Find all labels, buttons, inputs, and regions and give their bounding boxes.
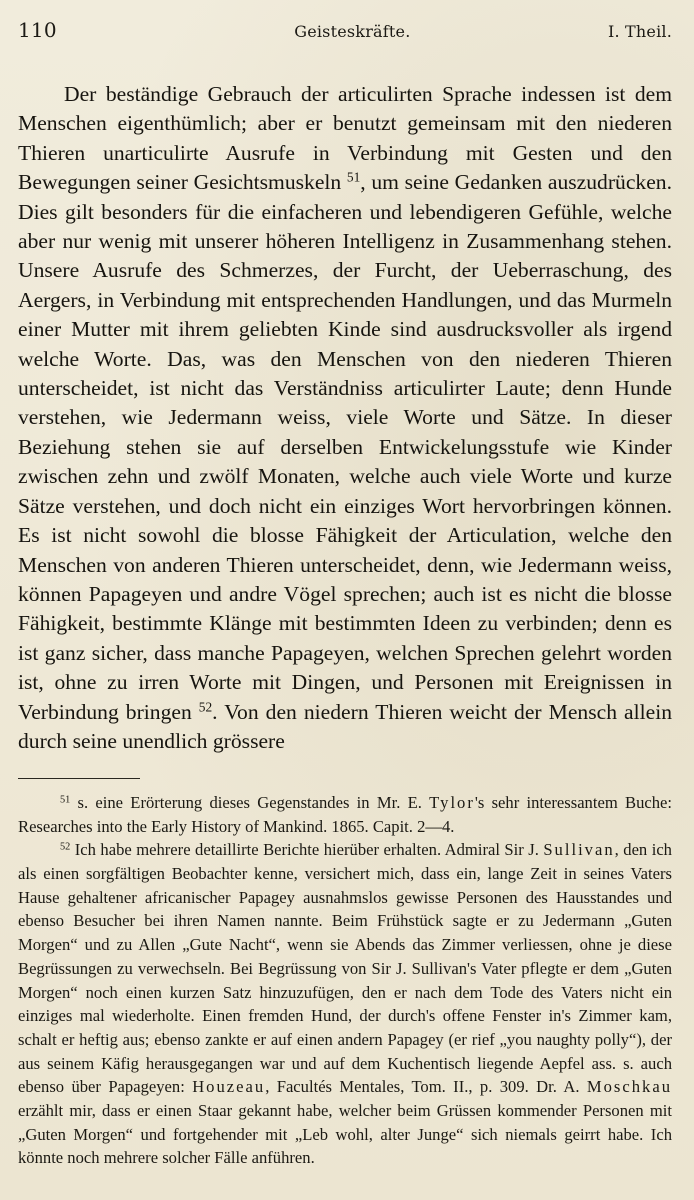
footnote-52	[18, 838, 672, 1170]
footnote-text: , Facultés Mentales, Tom. II., p. 309. Dr. A.	[265, 1077, 587, 1097]
footnote-number: 52	[60, 841, 71, 853]
footnote-51	[18, 791, 672, 838]
footnote-text: 's sehr interessantem Buche: Researches into the Early History of Mankind. 1865. Capit. 2—4.	[18, 792, 673, 836]
footnote-text: erzählt mir, dass er einen Staar gekannt habe, welcher beim Grüssen kommender Personen mit „Guten Morgen“ und fortgehender mit „Leb wohl, alter Junge“ sich niemals geirrt habe. Ich könnte noch mehrere solcher Fälle anführen.	[18, 1101, 672, 1168]
footnote-number: 51	[60, 794, 71, 806]
footnote-ref-51: 51	[346, 169, 361, 185]
footnote-text: , den ich als einen sorgfältigen Beobachter kenne, versichert mich, dass ein, lange Zeit in seines Vaters Hause gehaltener africanischer Papagey ausnahmslos gewisse Personen des Hausstandes und ebenso Besucher bei ihren Namen nannte. Beim Frühstück sagte er zu Jedermann „Guten Morgen“ und zu Allen „Gute Nacht“, wenn sie Abends das Zimmer verliessen, ohne je diese Begrüssungen zu verwechseln. Bei Begrüssung von Sir J. Sullivan's Vater pflegte er dem „Guten Morgen“ noch einen kurzen Satz hinzuzufügen, den er nach dem Tode des Vaters nicht ein einziges mal wiederholte. Einen fremden Hund, der durch's offene Fenster in's Zimmer kam, schalt er heftig aus; ebenso zankte er auf einen andern Papagey (er rief „you naughty polly“), der aus seinem Käfig herausgegangen war und auf dem Kuchentisch liegende Aepfel ass. s. auch ebenso über Papageyen:	[18, 840, 672, 1097]
page-number: 110	[18, 18, 57, 42]
paragraph-text-2: , um seine Gedanken auszudrücken. Dies gilt besonders für die einfacheren und lebendigeren Gefühle, welche aber nur wenig mit unserer höheren Intelligenz in Zusammenhang stehen. Unsere Ausrufe des Schmerzes, der Furcht, der Ueberraschung, des Aergers, in Verbindung mit entsprechenden Handlungen, und das Murmeln einer Mutter mit ihrem geliebten Kinde sind ausdrucksvoller als irgend welche Worte. Das, was den Menschen von den niederen Thieren unterscheidet, ist nicht das Verständniss articulirter Laute; denn Hunde verstehen, wie Jedermann weiss, viele Worte und Sätze. In dieser Beziehung stehen sie auf derselben Entwickelungsstufe wie Kinder zwischen zehn und zwölf Monaten, welche auch viele Worte und kurze Sätze verstehen, und doch nicht ein einziges Wort hervorbringen können. Es ist nicht sowohl die blosse Fähigkeit der Articulation, welche den Menschen von anderen Thieren unterscheidet, denn, wie Jedermann weiss, können Papageyen und andre Vögel sprechen; auch ist es nicht die blosse Fähigkeit, bestimmte Klänge mit bestimmten Ideen zu verbinden; denn es ist ganz sicher, dass manche Papageyen, welchen Sprechen gelehrt worden ist, ohne zu irren Worte mit Dingen, und Personen mit Ereignissen in Verbindung bringen	[18, 170, 672, 724]
paragraph-text-3: . Von den niedern Thieren weicht der Mensch allein durch seine unendlich grössere	[18, 699, 673, 753]
footnote-text: s. eine Erörterung dieses Gegenstandes in Mr. E.	[70, 792, 430, 812]
running-title: Geisteskräfte.	[294, 22, 411, 41]
footnote-divider	[18, 778, 140, 779]
footnote-ref-52: 52	[198, 699, 213, 715]
person-name: Sullivan	[543, 840, 615, 860]
footnote-text: Ich habe mehrere detaillirte Berichte hierüber erhalten. Admiral Sir J.	[70, 840, 544, 860]
footnotes	[18, 791, 672, 1170]
author-name: Houzeau	[192, 1077, 266, 1097]
author-name: Tylor	[429, 792, 475, 812]
paragraph-text-1: Der beständige Gebrauch der articulirten Sprache indessen ist dem Menschen eigenthümlich; aber er benutzt gemeinsam mit den niederen Thieren unarticulirte Ausrufe in Verbindung mit Gesten und den Bewegungen seiner Gesichtsmuskeln	[18, 82, 672, 195]
part-label: I. Theil.	[607, 22, 672, 41]
running-header	[18, 18, 672, 46]
person-name: Moschkau	[586, 1077, 673, 1097]
main-paragraph	[18, 80, 672, 756]
